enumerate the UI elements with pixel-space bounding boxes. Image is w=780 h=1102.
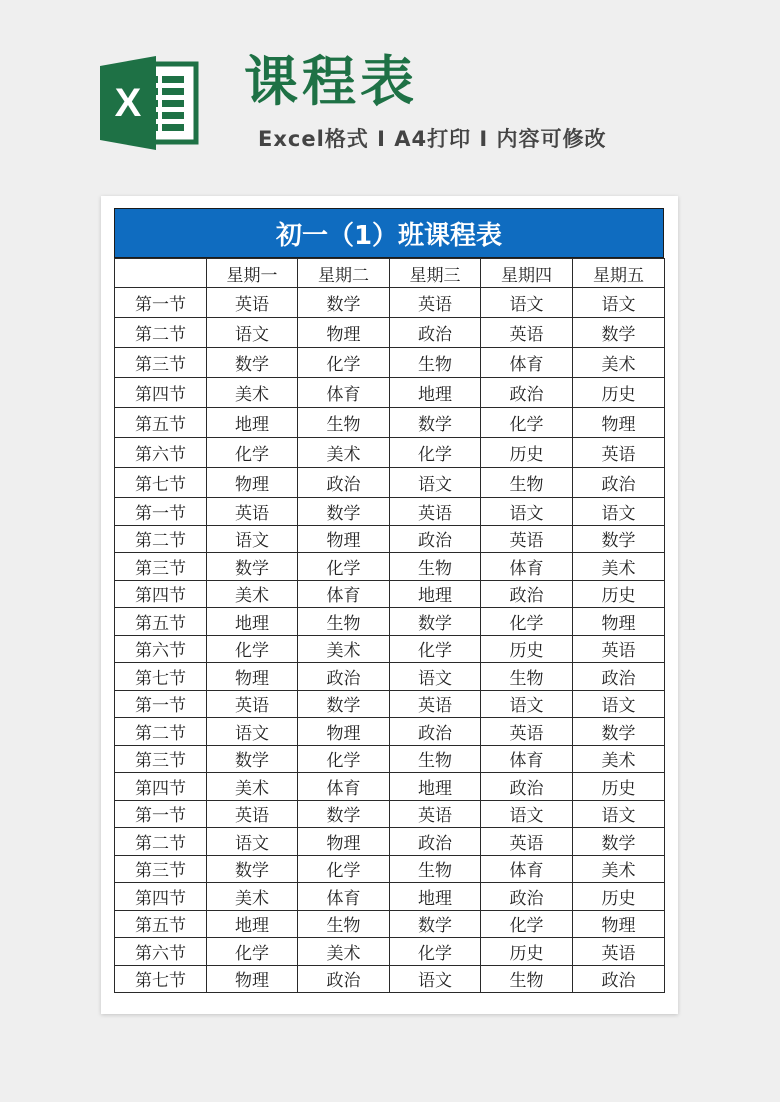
header-day-cell: 星期五 [573,259,665,288]
subject-cell: 化学 [298,855,390,883]
table-row [115,553,665,581]
subject-cell: 美术 [573,553,665,581]
subject-cell: 生物 [390,745,481,773]
subject-cell: 政治 [298,663,390,691]
subject-cell: 语文 [390,468,481,498]
period-cell: 第三节 [115,855,207,883]
subject-cell: 英语 [481,828,573,856]
table-row [115,318,665,348]
subject-cell: 生物 [481,468,573,498]
subject-cell: 数学 [298,690,390,718]
header-day-cell: 星期三 [390,259,481,288]
subject-cell: 英语 [207,498,298,526]
subject-cell: 美术 [207,883,298,911]
subject-cell: 地理 [390,773,481,801]
subject-cell: 美术 [573,855,665,883]
period-cell: 第二节 [115,718,207,746]
subject-cell: 数学 [207,348,298,378]
subject-cell: 美术 [298,438,390,468]
subject-cell: 英语 [573,635,665,663]
subject-cell: 地理 [207,408,298,438]
subject-cell: 英语 [390,288,481,318]
period-cell: 第三节 [115,553,207,581]
subject-cell: 英语 [481,525,573,553]
subject-cell: 物理 [207,663,298,691]
subject-cell: 体育 [481,855,573,883]
subject-cell: 语文 [573,800,665,828]
subject-cell: 政治 [481,378,573,408]
subject-cell: 政治 [298,965,390,993]
period-cell: 第七节 [115,468,207,498]
subject-cell: 数学 [298,800,390,828]
period-cell: 第二节 [115,525,207,553]
subject-cell: 体育 [298,580,390,608]
subject-cell: 化学 [390,438,481,468]
table-row [115,690,665,718]
period-cell: 第六节 [115,938,207,966]
table-row [115,525,665,553]
period-cell: 第七节 [115,965,207,993]
table-row [115,800,665,828]
subject-cell: 化学 [481,608,573,636]
subject-cell: 语文 [390,663,481,691]
subject-cell: 物理 [207,965,298,993]
period-cell: 第一节 [115,498,207,526]
subject-cell: 美术 [573,745,665,773]
subject-cell: 政治 [573,965,665,993]
period-cell: 第五节 [115,608,207,636]
subject-cell: 政治 [573,663,665,691]
subject-cell: 数学 [573,718,665,746]
period-cell: 第四节 [115,580,207,608]
subject-cell: 历史 [573,883,665,911]
subject-cell: 语文 [207,828,298,856]
table-row [115,608,665,636]
subject-cell: 物理 [298,718,390,746]
subject-cell: 英语 [573,938,665,966]
period-cell: 第一节 [115,800,207,828]
subject-cell: 生物 [390,553,481,581]
period-cell: 第五节 [115,910,207,938]
timetable-body-lower [115,498,665,993]
subject-cell: 生物 [481,965,573,993]
subject-cell: 语文 [573,288,665,318]
subject-cell: 化学 [207,438,298,468]
period-cell: 第一节 [115,288,207,318]
table-row [115,745,665,773]
subject-cell: 美术 [298,635,390,663]
subject-cell: 生物 [298,408,390,438]
subject-cell: 数学 [207,855,298,883]
timetable-grid [114,258,665,993]
subject-cell: 地理 [390,883,481,911]
subject-cell: 生物 [390,348,481,378]
subject-cell: 生物 [298,910,390,938]
subject-cell: 历史 [481,938,573,966]
table-row [115,855,665,883]
period-cell: 第一节 [115,690,207,718]
subject-cell: 化学 [298,348,390,378]
subject-cell: 物理 [207,468,298,498]
subject-cell: 英语 [481,718,573,746]
subject-cell: 政治 [481,580,573,608]
header-corner-cell [115,259,207,288]
subject-cell: 化学 [298,553,390,581]
table-row [115,773,665,801]
subject-cell: 语文 [481,800,573,828]
subject-cell: 语文 [207,718,298,746]
subject-cell: 体育 [298,378,390,408]
subject-cell: 英语 [573,438,665,468]
subject-cell: 政治 [390,718,481,746]
subject-cell: 化学 [390,635,481,663]
subject-cell: 语文 [481,498,573,526]
subject-cell: 美术 [207,378,298,408]
subject-cell: 语文 [481,690,573,718]
table-row [115,438,665,468]
subject-cell: 美术 [207,580,298,608]
period-cell: 第六节 [115,635,207,663]
subject-cell: 数学 [573,318,665,348]
subject-cell: 数学 [207,745,298,773]
subject-cell: 数学 [207,553,298,581]
subject-cell: 美术 [573,348,665,378]
subject-cell: 生物 [298,608,390,636]
subject-cell: 数学 [573,828,665,856]
subject-cell: 生物 [481,663,573,691]
subject-cell: 语文 [207,318,298,348]
subject-cell: 历史 [481,635,573,663]
subject-cell: 美术 [298,938,390,966]
header-day-cell: 星期一 [207,259,298,288]
subject-cell: 数学 [298,288,390,318]
subject-cell: 体育 [298,883,390,911]
period-cell: 第七节 [115,663,207,691]
header-day-cell: 星期四 [481,259,573,288]
subject-cell: 化学 [481,910,573,938]
table-row [115,965,665,993]
subject-cell: 生物 [390,855,481,883]
subject-cell: 物理 [298,525,390,553]
subject-cell: 地理 [207,910,298,938]
period-cell: 第三节 [115,745,207,773]
period-cell: 第二节 [115,318,207,348]
subject-cell: 英语 [207,690,298,718]
table-row [115,663,665,691]
subject-cell: 物理 [573,408,665,438]
header-row [115,259,665,288]
subject-cell: 英语 [481,318,573,348]
subject-cell: 物理 [298,318,390,348]
subject-cell: 化学 [207,635,298,663]
subject-cell: 地理 [207,608,298,636]
subject-cell: 政治 [298,468,390,498]
table-row [115,580,665,608]
page-title: 课程表 [244,50,418,113]
period-cell: 第四节 [115,883,207,911]
subject-cell: 政治 [481,883,573,911]
subject-cell: 英语 [390,800,481,828]
subject-cell: 体育 [481,745,573,773]
subject-cell: 物理 [573,910,665,938]
period-cell: 第五节 [115,408,207,438]
subject-cell: 政治 [390,318,481,348]
subject-cell: 政治 [390,525,481,553]
subject-cell: 美术 [207,773,298,801]
excel-icon [100,56,200,150]
subject-cell: 数学 [390,408,481,438]
subject-cell: 体育 [481,553,573,581]
period-cell: 第二节 [115,828,207,856]
timetable-body-upper [115,288,665,498]
page-header [0,0,780,190]
table-row [115,468,665,498]
table-row [115,635,665,663]
table-row [115,910,665,938]
table-row [115,378,665,408]
subject-cell: 语文 [573,690,665,718]
table-row [115,828,665,856]
subject-cell: 数学 [390,910,481,938]
subject-cell: 化学 [207,938,298,966]
page-subtitle: Excel格式 I A4打印 I 内容可修改 [258,127,607,151]
subject-cell: 语文 [207,525,298,553]
subject-cell: 地理 [390,378,481,408]
subject-cell: 历史 [481,438,573,468]
subject-cell: 化学 [298,745,390,773]
subject-cell: 化学 [481,408,573,438]
subject-cell: 语文 [481,288,573,318]
excel-icon-letter: X [114,81,142,125]
subject-cell: 物理 [298,828,390,856]
subject-cell: 英语 [390,690,481,718]
timetable [114,208,664,993]
subject-cell: 数学 [573,525,665,553]
subject-cell: 数学 [390,608,481,636]
subject-cell: 历史 [573,378,665,408]
table-row [115,718,665,746]
table-row [115,938,665,966]
period-cell: 第四节 [115,773,207,801]
subject-cell: 地理 [390,580,481,608]
subject-cell: 政治 [390,828,481,856]
period-cell: 第六节 [115,438,207,468]
subject-cell: 政治 [573,468,665,498]
table-row [115,288,665,318]
subject-cell: 历史 [573,580,665,608]
subject-cell: 语文 [390,965,481,993]
period-cell: 第四节 [115,378,207,408]
subject-cell: 数学 [298,498,390,526]
subject-cell: 语文 [573,498,665,526]
subject-cell: 英语 [207,288,298,318]
table-row [115,408,665,438]
subject-cell: 英语 [207,800,298,828]
subject-cell: 历史 [573,773,665,801]
subject-cell: 政治 [481,773,573,801]
table-row [115,348,665,378]
table-row [115,883,665,911]
subject-cell: 物理 [573,608,665,636]
timetable-banner: 初一（1）班课程表 [114,208,664,258]
subject-cell: 英语 [390,498,481,526]
header-day-cell: 星期二 [298,259,390,288]
period-cell: 第三节 [115,348,207,378]
table-row [115,498,665,526]
document-sheet [101,196,678,1014]
subject-cell: 体育 [298,773,390,801]
subject-cell: 体育 [481,348,573,378]
subject-cell: 化学 [390,938,481,966]
